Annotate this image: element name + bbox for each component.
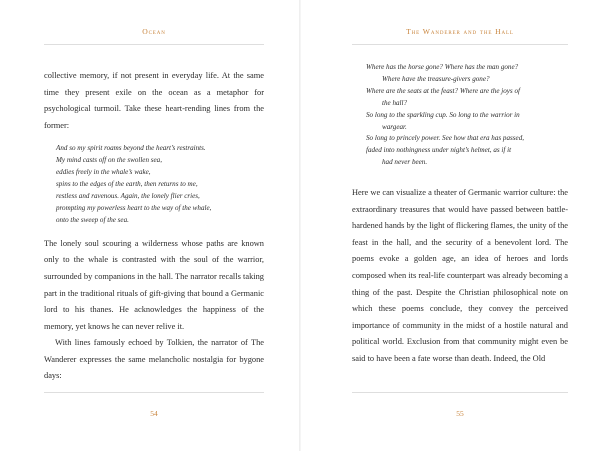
left-block-quote <box>56 143 264 226</box>
right-verse-quote <box>366 62 568 169</box>
right-header-rule <box>352 44 568 45</box>
verse-line: Where has the horse gone? Where has the man gone? <box>366 63 519 71</box>
right-page-number: 55 <box>456 409 464 418</box>
verse-line: wargear. <box>382 122 407 131</box>
left-paragraph-3: With lines famously echoed by Tolkien, the narrator of The Wanderer expresses the same melancholic nostalgia for bygone days: <box>44 338 264 381</box>
verse-line: faded into nothingness under night’s helmet, as if it <box>366 146 512 155</box>
quote-line: prompting my powerless heart to the way of the whale, <box>56 203 212 212</box>
right-paragraph-1: Here we can visualize a theater of Germanic warrior culture: the extraordinary treasures that would have passed between battle-hardened hands by the light of flickering flames, the unity of the feast in the hall, and the security of a benevolent lord. The poems evoke a golden age, an idea of heroes and lords composed when its real-life counterpart was already becoming a thing of the past. Despite the Christian philosophical note on which these poems conclude, they convey the perceived importance of community in the midst of a hostile natural and political world. Exclusion from that community might even be said to have been a fate worse than death. Indeed, the Old <box>352 188 568 363</box>
left-paragraph-2: The lonely soul scouring a wilderness whose paths are known only to the whale is contrasted with the soul of the warrior, surrounded by companions in the hall. The narrator recalls taking part in the traditional rituals of gift-giving that bound a Germanic lord to his thanes. He acknowledges the happiness of the memory, yet knows he can never relive it. <box>44 238 264 331</box>
left-header-rule <box>44 44 264 45</box>
left-body-text <box>44 68 264 385</box>
verse-line: had never been. <box>382 158 428 167</box>
quote-line: eddies freely in the whale’s wake, <box>56 168 151 177</box>
right-footer-rule <box>352 392 568 393</box>
verse-line: So long to the sparkling cup. So long to the warrior in <box>366 110 520 119</box>
quote-line: restless and ravenous. Again, the lonely flier cries, <box>56 192 200 200</box>
verse-line: Where have the treasure-givers gone? <box>382 74 490 83</box>
right-running-header: The Wanderer and the Hall <box>406 27 514 36</box>
right-page <box>352 0 568 451</box>
quote-line: spins to the edges of the earth, then returns to me, <box>56 180 198 189</box>
book-gutter <box>299 0 301 451</box>
quote-line: My mind casts off on the swollen sea, <box>56 156 163 165</box>
verse-line: So long to princely power. See how that era has passed, <box>366 134 525 143</box>
left-page-number: 54 <box>150 409 158 418</box>
left-page <box>44 0 264 451</box>
verse-line: Where are the seats at the feast? Where are the joys of <box>366 86 520 95</box>
quote-line: onto the sweep of the sea. <box>56 215 129 224</box>
left-footer-rule <box>44 392 264 393</box>
quote-line: And so my spirit roams beyond the heart’s restraints. <box>56 144 206 153</box>
right-body-text <box>352 185 568 368</box>
left-running-header: Ocean <box>142 27 166 36</box>
left-paragraph-1: collective memory, if not present in everyday life. At the same time they present exile on the ocean as a metaphor for psychological turmoil. Take these heart-rending lines from the former: <box>44 71 264 130</box>
verse-line: the hall? <box>382 98 408 107</box>
